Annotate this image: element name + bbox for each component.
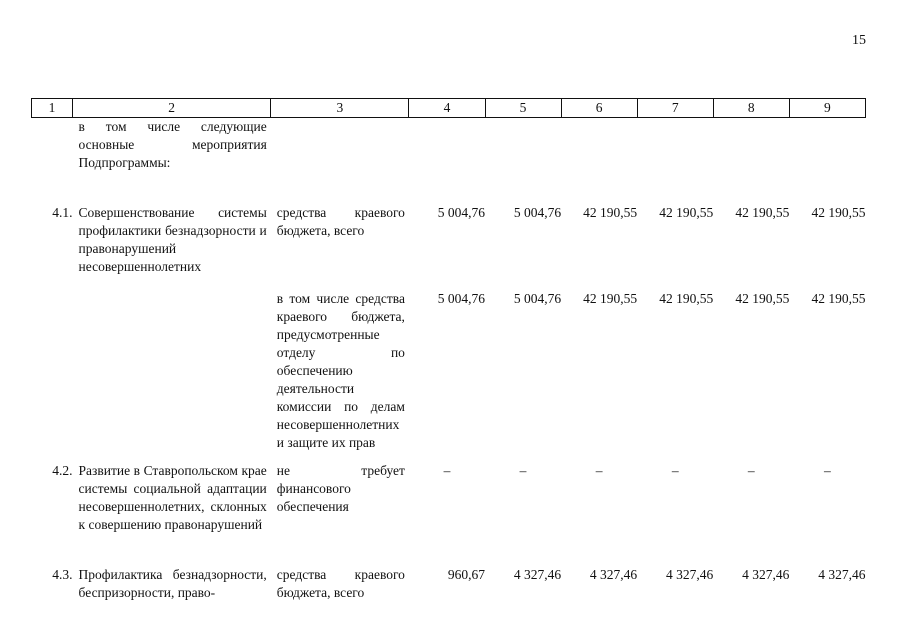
- value-cell: –: [671, 462, 679, 478]
- row-number: [32, 290, 73, 462]
- header-cell: 6: [561, 99, 637, 118]
- value-cell: –: [824, 462, 831, 478]
- header-cell: 2: [73, 99, 271, 118]
- header-cell: 8: [713, 99, 789, 118]
- funding-source: средства краевого бюджета, всего: [276, 204, 405, 238]
- value-cell: –: [443, 462, 451, 478]
- funding-source: не требует финансового обеспечения: [276, 462, 405, 514]
- measure-name: Развитие в Ставропольском крае системы социальной адаптации несовершеннолетних, склонных к совершению правонарушений: [78, 462, 267, 532]
- value-cell: 42 190,55: [583, 204, 638, 220]
- value-cell: 5 004,76: [437, 204, 486, 220]
- value-cell: 4 327,46: [818, 566, 866, 582]
- value-cell: –: [595, 462, 603, 478]
- value-cell: 5 004,76: [513, 290, 562, 306]
- budget-table-container: [31, 98, 866, 610]
- funding-source: в том числе средства краевого бюджета, предусмотренные отделу по обеспечению деятельности комиссии по делам несовершеннолетних и защите их прав: [276, 290, 405, 450]
- row-number: 4.1.: [52, 204, 73, 220]
- header-cell: 7: [637, 99, 713, 118]
- measure-name: Совершенствование системы профилактики безнадзорности и правонарушений несовершеннолетних: [78, 204, 267, 274]
- table-header-row: [32, 99, 866, 118]
- measure-name: Профилактика безнадзорности, беспризорности, право-: [78, 566, 267, 600]
- value-cell: 42 190,55: [583, 290, 638, 306]
- table-row: [32, 290, 866, 462]
- header-cell: 4: [409, 99, 485, 118]
- table-row: [32, 204, 866, 290]
- header-cell: 5: [485, 99, 561, 118]
- value-cell: 4 327,46: [742, 566, 790, 582]
- row-number: 4.2.: [52, 462, 73, 478]
- value-cell: 4 327,46: [666, 566, 714, 582]
- row-number: 4.3.: [52, 566, 73, 582]
- page-number: 15: [852, 33, 866, 48]
- budget-table: [31, 98, 866, 610]
- header-cell: 1: [32, 99, 73, 118]
- value-cell: 42 190,55: [659, 290, 714, 306]
- value-cell: 42 190,55: [811, 290, 866, 306]
- value-cell: 42 190,55: [735, 290, 790, 306]
- value-cell: 42 190,55: [811, 204, 866, 220]
- funding-source: средства краевого бюджета, всего: [276, 566, 405, 600]
- intro-text: в том числе следующие основные мероприятия Подпрограммы:: [78, 119, 267, 170]
- value-cell: 5 004,76: [437, 290, 486, 306]
- header-cell: 9: [789, 99, 865, 118]
- value-cell: 5 004,76: [513, 204, 562, 220]
- value-cell: 42 190,55: [735, 204, 790, 220]
- value-cell: 960,67: [447, 566, 486, 582]
- value-cell: 42 190,55: [659, 204, 714, 220]
- value-cell: –: [747, 462, 755, 478]
- table-row: [32, 462, 866, 566]
- table-row-intro: [32, 118, 866, 204]
- value-cell: –: [519, 462, 527, 478]
- header-cell: 3: [271, 99, 409, 118]
- table-row: [32, 566, 866, 610]
- value-cell: 4 327,46: [589, 566, 638, 582]
- value-cell: 4 327,46: [513, 566, 562, 582]
